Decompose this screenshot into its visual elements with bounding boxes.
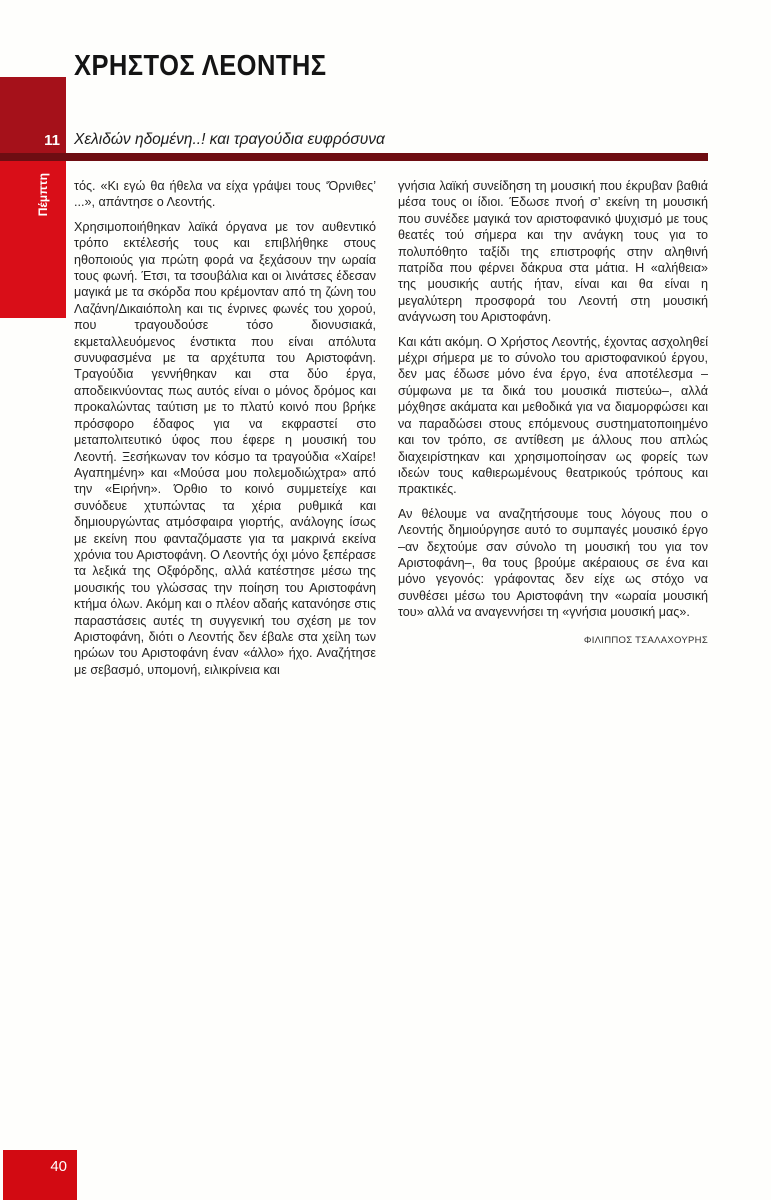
page-number-block xyxy=(3,1150,77,1200)
header-divider-bar xyxy=(0,153,708,161)
page-number: 40 xyxy=(50,1158,67,1175)
right-column xyxy=(398,178,708,649)
paragraph: τός. «Κι εγώ θα ήθελα να είχα γράψει τους ‘Όρνιθες’ ...», απάντησε ο Λεοντής. xyxy=(74,179,376,210)
left-column xyxy=(74,178,376,686)
article-subtitle: Χελιδών ηδομένη..! και τραγούδια ευφρόσυνα xyxy=(74,131,385,148)
article-title: ΧΡΗΣΤΟΣ ΛΕΟΝΤΗΣ xyxy=(74,50,327,82)
day-tab xyxy=(0,161,66,318)
day-number: 11 xyxy=(44,132,60,149)
paragraph: Αν θέλουμε να αναζητήσουμε τους λόγους που ο Λεοντής δημιούργησε αυτό το συμπαγές μουσικό έργο –αν δεχτούμε σαν σύνολο τη μουσική του για τον Αριστοφάνη–, θα τους βρούμε ακέραιους σε ένα και μόνο γεγονός: γράφοντας δεν είχε ως στόχο να συνθέσει μέσω του Αριστοφάνη την «ωραία μουσική του» αλλά να αναγεννήσει τη «γνήσια μουσική μας». xyxy=(398,506,708,620)
paragraph: Χρησιμοποιήθηκαν λαϊκά όργανα με τον αυθεντικό τρόπο εκτέλεσής τους και επιβλήθηκε στους ηθοποιούς για πρώτη φορά να ξεχάσουν την ωραία τους φωνή. Έτσι, τα τσουβάλια και οι λινάτσες έδεσαν μαγικά με τα σκόρδα που κρέμονταν από τη ζώνη του Λαζάνη/Δικαιόπολη και τις ένρινες φωνές του χορού, που τραγουδούσε τόσο διονυσιακά, εκμεταλλευόμενος ένστικτα που είναι απόλυτα συνυφασμένα με τα αρχέτυπα του Αριστοφάνη. Τραγούδια γεννήθηκαν και στα δύο έργα, αποδεικνύοντας πως αυτός είναι ο μόνος δρόμος και προκαλώντας ταύτιση με το πλατύ κοινό που βρήκε πρόσφορο έδαφος για να εκφραστεί στο μεταπολιτευτικό ύφος που έφερε η μουσική του Λεοντή. Ξεσήκωναν τον κόσμο τα τραγούδια «Χαίρε! Αγαπημένη» και «Μούσα μου πολεμοδιώχτρα» από την «Ειρήνη». Όρθιο το κοινό συμμετείχε και συνόδευε χτυπώντας τα χέρια ρυθμικά και δημιουργώντας ατμόσφαιρα γιορτής, ανάλογης ίσως με εκείνη που φανταζόμαστε για τα μακρινά εκείνα χρόνια του Αριστοφάνη. Ο Λεοντής όχι μόνο ξεπέρασε τα λεξικά της Οξφόρδης, αλλά κατέστησε μέσω της μουσικής του γλώσσας την ποίηση του Αριστοφάνη κτήμα όλων. Ακόμη και ο πλέον αδαής κατανόησε στις παραστάσεις αυτές τη συγγενική του σχέση με τον Αριστοφάνη, διότι ο Λεοντής δεν έβαλε στα χείλη των ηρώων του Αριστοφάνη έναν «άλλο» ήχο. Αναζήτησε με σεβασμό, υπομονή, ειλικρίνεια και xyxy=(74,219,376,677)
day-label: Πέμπτη xyxy=(36,173,50,217)
author-signature: ΦΙΛΙΠΠΟΣ ΤΣΑΛΑΧΟΥΡΗΣ xyxy=(583,634,708,646)
paragraph: Και κάτι ακόμη. Ο Χρήστος Λεοντής, έχοντας ασχοληθεί μέχρι σήμερα με το σύνολο του αριστοφανικού έργου, δεν μας έδωσε μόνο ένα έργο, ένα αποτέλεσμα –σύμφωνα με τα δικά του μουσικά πιστεύω–, αλλά μόχθησε ακάματα και μεθοδικά για να διαμορφώσει και να παραδώσει στους επόμενους συστηματοποιημένο και τον τρόπο, σε αντίθεση με άλλους που απλώς διαχειρίστηκαν και χρησιμοποίησαν ως φορείς των ιδεών τους καθιερωμένους θεατρικούς τρόπους και πρακτικές. xyxy=(398,334,708,497)
paragraph: γνήσια λαϊκή συνείδηση τη μουσική που έκρυβαν βαθιά μέσα τους οι ίδιοι. Έδωσε πνοή σ’ εκείνη τη μουσική που συνέδεε μαγικά τον αριστοφανικό ψυχισμό με τους θεατές τού σήμερα και την ανάγκη τους για το πολυπόθητο ταξίδι της επιστροφής στην αληθινή πατρίδα που φέρνει δάκρυα στα μάτια. Η «αλήθεια» της μουσικής αυτής ήταν, είναι και θα είναι η μεγαλύτερη προσφορά του Λεοντή στη μουσική ανάγνωση του Αριστοφάνη. xyxy=(398,179,708,325)
